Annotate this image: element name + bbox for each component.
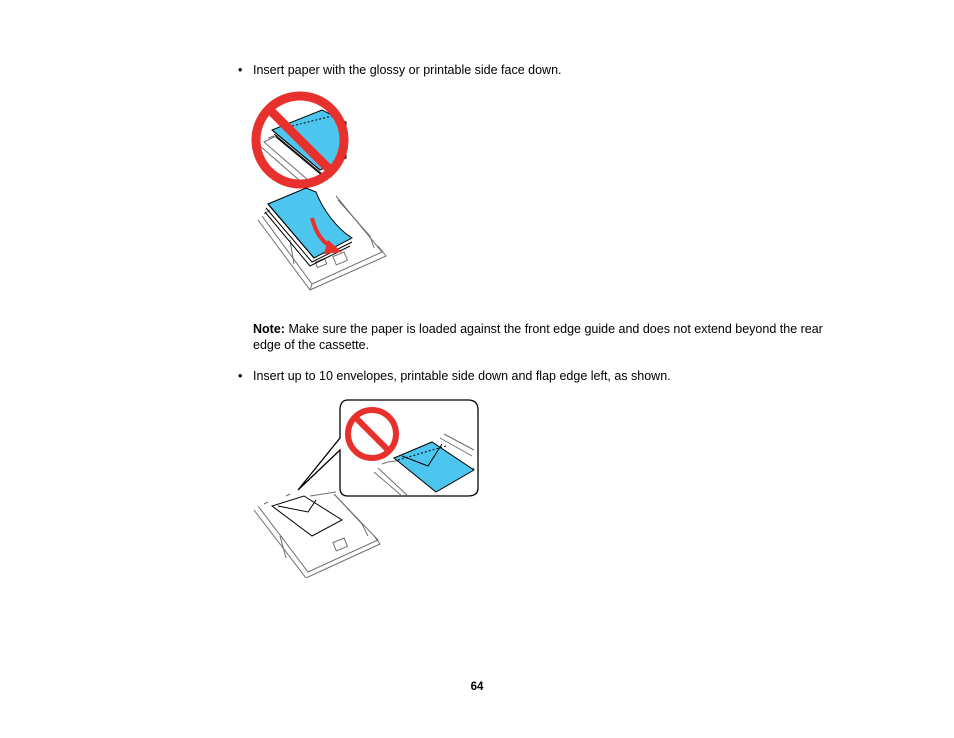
note-paragraph [253,321,843,353]
bullet-envelope-instruction [238,368,671,384]
note-text: Make sure the paper is loaded against the front edge guide and does not extend beyond the rear edge of the cassette. [253,322,823,352]
envelope-loading-illustration [250,396,482,578]
page-number: 64 [470,681,484,693]
bullet-envelope-text: Insert up to 10 envelopes, printable side down and flap edge left, as shown. [253,369,671,383]
bullet-paper-instruction [238,62,562,78]
note-label: Note: [253,322,285,336]
paper-loading-illustration [250,88,390,293]
envelope-correct-icon [272,496,342,536]
bullet-paper-text: Insert paper with the glossy or printable side face down. [253,63,562,77]
bullet-symbol: • [238,369,243,383]
bullet-symbol: • [238,63,243,77]
